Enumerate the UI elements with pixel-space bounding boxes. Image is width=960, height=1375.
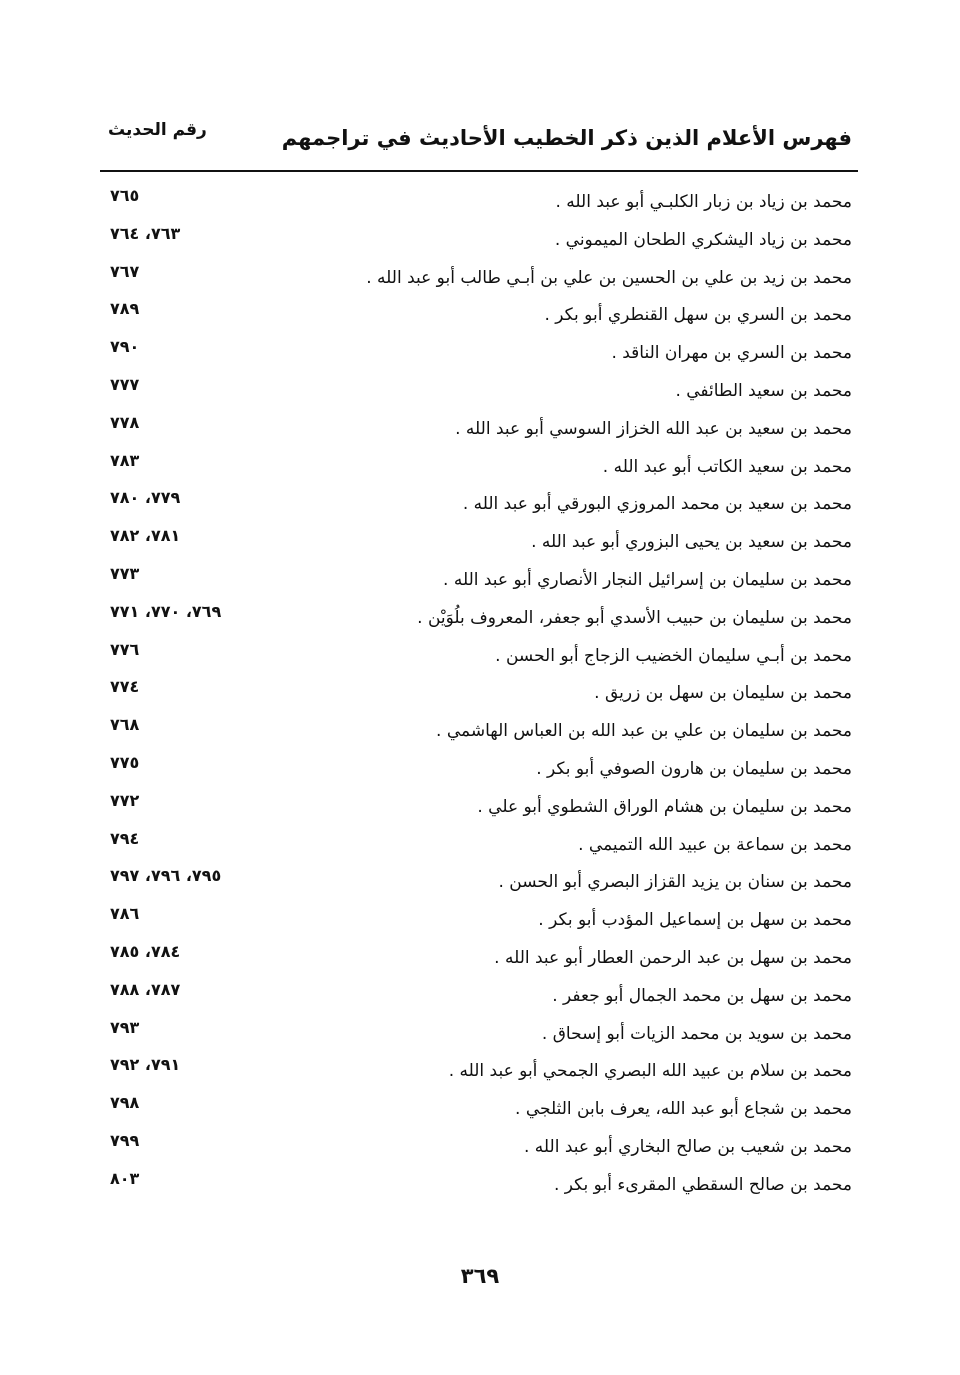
entry-name: محمد بن سلام بن عبيد الله البصري الجمحي أبو عبد الله .	[448, 1061, 852, 1082]
index-entry	[100, 980, 852, 1018]
entry-name: محمد بن سليمان بن حبيب الأسدي أبو جعفر، المعروف بلُوَيْن .	[417, 607, 852, 628]
entry-name: محمد بن سليمان بن هارون الصوفي أبو بكر .	[536, 758, 852, 779]
entry-hadith-numbers: ٧٧٨	[110, 412, 140, 432]
entry-hadith-numbers: ٧٩٩	[110, 1130, 140, 1150]
entry-name: محمد بن سعيد بن محمد المروزي البورقي أبو عبد الله .	[462, 494, 852, 515]
index-entry	[100, 1093, 852, 1131]
entry-name: محمد بن أبـي سليمان الخضيب الزجاج أبو الحسن .	[495, 645, 852, 666]
entry-name: محمد بن شعيب بن صالح البخاري أبو عبد الله .	[523, 1136, 852, 1157]
entry-name: محمد بن سعيد الكاتب أبو عبد الله .	[602, 456, 852, 477]
index-entry	[100, 602, 852, 640]
hadith-number-column-label: رقم الحديث	[108, 120, 207, 140]
index-entry	[100, 451, 852, 489]
entry-hadith-numbers: ٧٧٦	[110, 639, 140, 659]
entry-hadith-numbers: ٧٦٥	[110, 186, 140, 205]
entry-name: محمد بن سنان بن يزيد القزاز البصري أبو الحسن .	[498, 872, 852, 893]
index-title: فهرس الأعلام الذين ذكر الخطيب الأحاديث في تراجمهم	[281, 126, 852, 150]
index-entry	[100, 942, 852, 980]
entry-hadith-numbers: ٧٧٤	[110, 677, 140, 697]
page-number: ٣٦٩	[460, 1264, 500, 1288]
index-entry	[100, 488, 852, 526]
index-entry	[100, 715, 852, 753]
entry-hadith-numbers: ٧٨٩	[110, 299, 140, 319]
entry-name: محمد بن سعيد الطائفي .	[675, 380, 852, 401]
entry-hadith-numbers: ٧٩٨	[110, 1093, 140, 1113]
index-entry	[100, 753, 852, 791]
entry-hadith-numbers: ٧٩٣	[110, 1017, 140, 1037]
index-entry	[100, 1131, 852, 1169]
entry-hadith-numbers: ٧٨٤، ٧٨٥	[110, 941, 181, 961]
index-entry	[100, 299, 852, 337]
entry-hadith-numbers: ٧٦٣، ٧٦٤	[110, 223, 181, 243]
entry-name: محمد بن سويد بن محمد الزيات أبو إسحاق .	[541, 1023, 852, 1044]
index-entry	[100, 866, 852, 904]
entry-hadith-numbers: ٧٨١، ٧٨٢	[110, 526, 181, 546]
entry-hadith-numbers: ٧٩٠	[110, 337, 140, 357]
entry-name: محمد بن السري بن سهل القنطري أبو بكر .	[544, 305, 852, 326]
entry-hadith-numbers: ٧٩٤	[110, 828, 140, 848]
entry-name: محمد بن سليمان بن هشام الوراق الشطوي أبو علي .	[477, 796, 852, 817]
index-entry	[100, 829, 852, 867]
entry-hadith-numbers: ٧٨٦	[110, 904, 140, 924]
index-entry	[100, 791, 852, 829]
index-entry	[100, 564, 852, 602]
header-divider	[100, 170, 858, 172]
entry-name: محمد بن السري بن مهران الناقد .	[611, 343, 852, 364]
entry-hadith-numbers: ٧٧٩، ٧٨٠	[110, 488, 181, 508]
entry-name: محمد بن سليمان بن علي بن عبد الله بن العباس الهاشمي .	[436, 721, 852, 742]
index-entry	[100, 526, 852, 564]
index-entry	[100, 413, 852, 451]
entry-hadith-numbers: ٧٦٩، ٧٧٠، ٧٧١	[110, 601, 222, 621]
entry-hadith-numbers: ٧٩٥، ٧٩٦، ٧٩٧	[110, 866, 222, 886]
entry-hadith-numbers: ٧٨٧، ٧٨٨	[110, 979, 181, 999]
entry-name: محمد بن سعيد بن عبد الله الخزاز السوسي أبو عبد الله .	[455, 418, 852, 439]
index-entry	[100, 337, 852, 375]
entry-name: محمد بن صالح السقطي المقرىء أبو بكر .	[553, 1174, 852, 1195]
entry-hadith-numbers: ٧٨٣	[110, 450, 140, 470]
entry-name: محمد بن سماعة بن عبيد الله التميمي .	[578, 834, 852, 855]
page-header	[100, 118, 852, 166]
index-entry	[100, 262, 852, 300]
entry-hadith-numbers: ٧٧٢	[110, 790, 140, 810]
entry-name: محمد بن شجاع أبو عبد الله، يعرف بابن الثلجي .	[515, 1099, 852, 1120]
entry-hadith-numbers: ٧٦٨	[110, 715, 140, 735]
entry-name: محمد بن سهل بن محمد الجمال أبو جعفر .	[552, 985, 852, 1006]
entry-name: محمد بن سليمان بن إسرائيل النجار الأنصاري أبو عبد الله .	[443, 569, 852, 590]
index-entry	[100, 1169, 852, 1207]
index-entry	[100, 224, 852, 262]
index-entry	[100, 186, 852, 224]
index-entries	[100, 186, 852, 1207]
entry-hadith-numbers: ٧٦٧	[110, 261, 140, 281]
entry-hadith-numbers: ٧٧٣	[110, 563, 140, 583]
entry-name: محمد بن سهل بن إسماعيل المؤدب أبو بكر .	[538, 910, 852, 931]
entry-hadith-numbers: ٨٠٣	[110, 1168, 140, 1188]
entry-hadith-numbers: ٧٧٧	[110, 374, 140, 394]
entry-name: محمد بن سعيد بن يحيى البزوري أبو عبد الله .	[531, 532, 852, 553]
entry-name: محمد بن سليمان بن سهل بن زريق .	[594, 683, 852, 704]
entry-name: محمد بن زيد بن علي بن الحسين بن علي بن أبـي طالب أبو عبد الله .	[366, 267, 852, 288]
entry-hadith-numbers: ٧٧٥	[110, 752, 140, 772]
index-entry	[100, 375, 852, 413]
index-entry	[100, 904, 852, 942]
entry-name: محمد بن زياد بن زبار الكلبـي أبو عبد الله .	[555, 192, 852, 212]
index-entry	[100, 640, 852, 678]
entry-name: محمد بن زياد اليشكري الطحان الميموني .	[554, 229, 852, 250]
entry-name: محمد بن سهل بن عبد الرحمن العطار أبو عبد الله .	[494, 947, 852, 968]
entry-hadith-numbers: ٧٩١، ٧٩٢	[110, 1055, 181, 1075]
index-entry	[100, 677, 852, 715]
index-entry	[100, 1055, 852, 1093]
index-entry	[100, 1018, 852, 1056]
